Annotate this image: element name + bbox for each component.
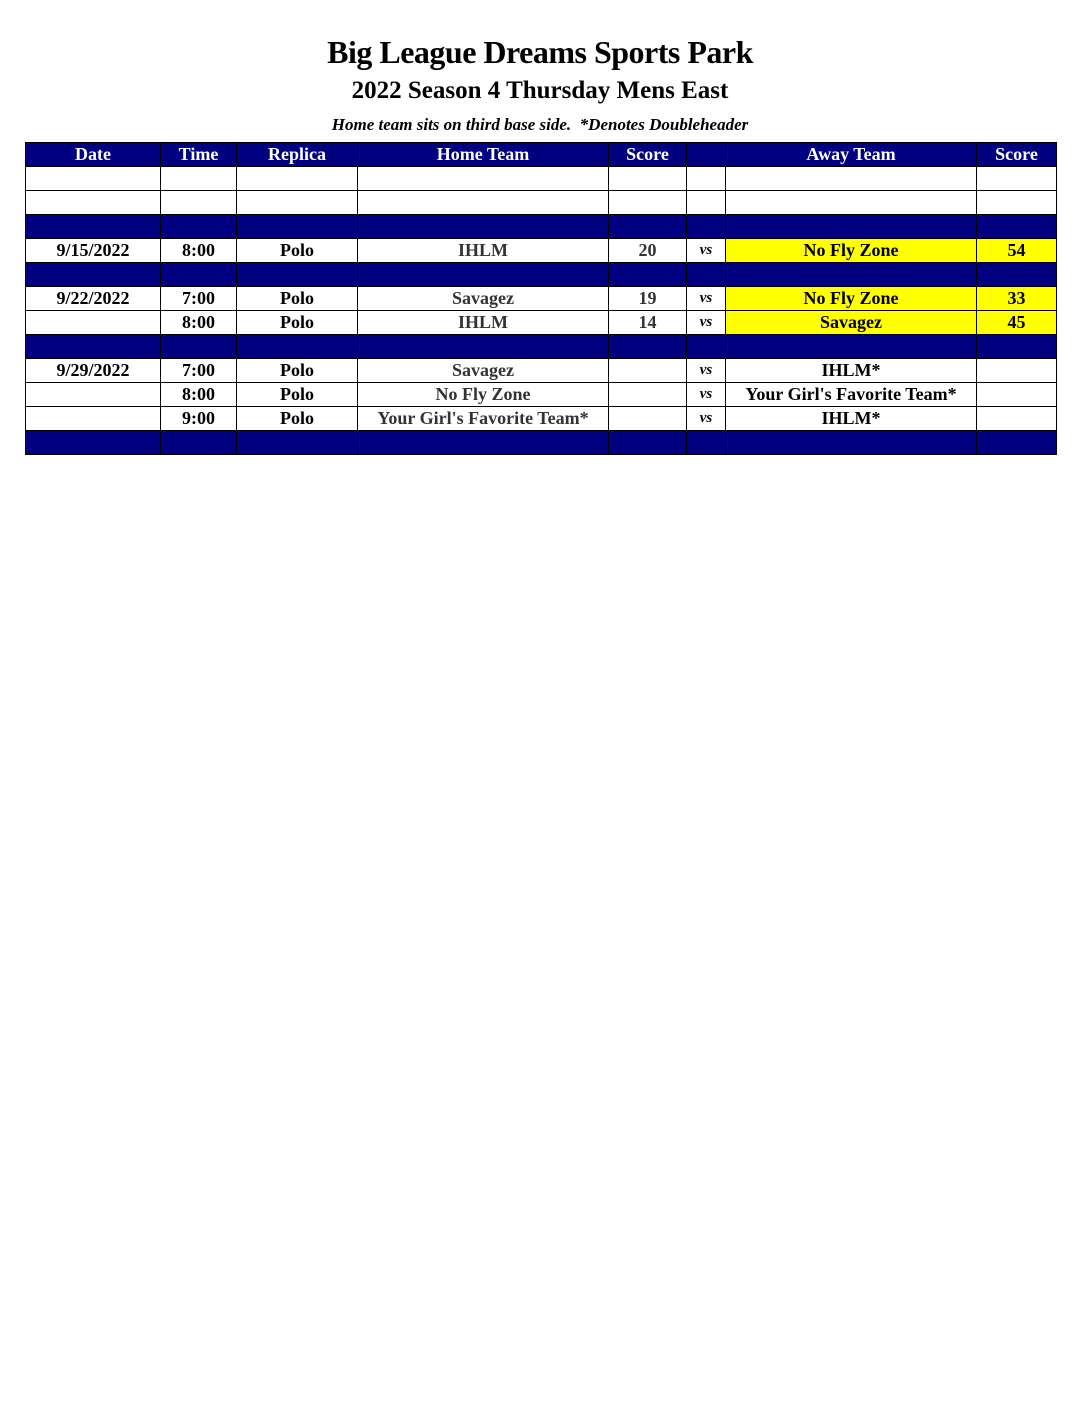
replica-cell xyxy=(237,167,358,191)
home-score-cell xyxy=(609,383,687,407)
replica-cell: Polo xyxy=(237,239,358,263)
away-team-cell xyxy=(726,263,977,287)
home-score-cell xyxy=(609,167,687,191)
away-team-cell: IHLM* xyxy=(726,407,977,431)
away-score-cell xyxy=(977,335,1057,359)
date-cell xyxy=(26,383,161,407)
date-cell xyxy=(26,167,161,191)
home-score-cell xyxy=(609,359,687,383)
date-cell xyxy=(26,191,161,215)
home-team-cell: No Fly Zone xyxy=(358,383,609,407)
date-cell xyxy=(26,407,161,431)
time-cell xyxy=(161,431,237,455)
doubleheader-note: Home team sits on third base side. *Denotes Doubleheader xyxy=(331,115,749,134)
away-score-cell xyxy=(977,215,1057,239)
date-cell: 9/22/2022 xyxy=(26,287,161,311)
time-cell xyxy=(161,167,237,191)
blank-row xyxy=(26,167,1057,191)
away-score-cell xyxy=(977,167,1057,191)
table-row xyxy=(26,287,1057,311)
separator-row xyxy=(26,263,1057,287)
vs-cell xyxy=(687,431,726,455)
vs-cell xyxy=(687,167,726,191)
replica-cell: Polo xyxy=(237,311,358,335)
replica-cell xyxy=(237,191,358,215)
home-score-cell: 20 xyxy=(609,239,687,263)
home-team-cell xyxy=(358,167,609,191)
replica-cell: Polo xyxy=(237,383,358,407)
home-score-cell xyxy=(609,263,687,287)
home-team-cell: Your Girl's Favorite Team* xyxy=(358,407,609,431)
time-cell: 9:00 xyxy=(161,407,237,431)
column-header-vs xyxy=(687,143,726,167)
date-cell xyxy=(26,311,161,335)
replica-cell: Polo xyxy=(237,359,358,383)
away-team-cell xyxy=(726,191,977,215)
date-cell xyxy=(26,335,161,359)
vs-cell xyxy=(687,191,726,215)
replica-cell xyxy=(237,431,358,455)
page-subtitle: 2022 Season 4 Thursday Mens East xyxy=(351,77,729,104)
date-cell: 9/15/2022 xyxy=(26,239,161,263)
home-team-cell: Savagez xyxy=(358,359,609,383)
time-cell xyxy=(161,215,237,239)
away-score-cell xyxy=(977,359,1057,383)
separator-row xyxy=(26,335,1057,359)
away-team-cell: No Fly Zone xyxy=(726,287,977,311)
time-cell: 8:00 xyxy=(161,311,237,335)
separator-row xyxy=(26,431,1057,455)
away-team-cell: IHLM* xyxy=(726,359,977,383)
table-header-row xyxy=(26,143,1057,167)
replica-cell xyxy=(237,263,358,287)
vs-cell xyxy=(687,263,726,287)
away-team-cell xyxy=(726,167,977,191)
vs-cell: vs xyxy=(687,239,726,263)
blank-row xyxy=(26,191,1057,215)
date-cell xyxy=(26,215,161,239)
home-team-cell: IHLM xyxy=(358,311,609,335)
home-team-cell xyxy=(358,431,609,455)
away-team-cell: No Fly Zone xyxy=(726,239,977,263)
time-cell: 7:00 xyxy=(161,359,237,383)
away-score-cell xyxy=(977,407,1057,431)
away-team-cell: Savagez xyxy=(726,311,977,335)
away-score-cell: 45 xyxy=(977,311,1057,335)
vs-cell xyxy=(687,215,726,239)
vs-cell: vs xyxy=(687,407,726,431)
time-cell xyxy=(161,191,237,215)
vs-cell: vs xyxy=(687,383,726,407)
date-cell xyxy=(26,263,161,287)
home-score-cell xyxy=(609,335,687,359)
table-row xyxy=(26,359,1057,383)
vs-cell: vs xyxy=(687,311,726,335)
home-team-cell xyxy=(358,335,609,359)
away-team-cell xyxy=(726,431,977,455)
time-cell: 8:00 xyxy=(161,239,237,263)
home-team-cell: Savagez xyxy=(358,287,609,311)
column-header-away-score: Score xyxy=(977,143,1057,167)
column-header-replica: Replica xyxy=(237,143,358,167)
home-team-cell xyxy=(358,263,609,287)
home-team-cell xyxy=(358,191,609,215)
home-score-cell xyxy=(609,215,687,239)
away-team-cell: Your Girl's Favorite Team* xyxy=(726,383,977,407)
schedule-body xyxy=(26,167,1057,455)
vs-cell xyxy=(687,335,726,359)
away-team-cell xyxy=(726,215,977,239)
home-score-cell: 14 xyxy=(609,311,687,335)
home-score-cell xyxy=(609,431,687,455)
table-row xyxy=(26,407,1057,431)
replica-cell xyxy=(237,215,358,239)
home-score-cell: 19 xyxy=(609,287,687,311)
vs-cell: vs xyxy=(687,287,726,311)
column-header-home-score: Score xyxy=(609,143,687,167)
away-score-cell xyxy=(977,383,1057,407)
away-score-cell: 33 xyxy=(977,287,1057,311)
time-cell xyxy=(161,335,237,359)
separator-row xyxy=(26,215,1057,239)
replica-cell: Polo xyxy=(237,407,358,431)
home-score-cell xyxy=(609,191,687,215)
home-team-cell xyxy=(358,215,609,239)
table-row xyxy=(26,311,1057,335)
home-score-cell xyxy=(609,407,687,431)
time-cell xyxy=(161,263,237,287)
away-score-cell xyxy=(977,191,1057,215)
home-team-cell: IHLM xyxy=(358,239,609,263)
column-header-time: Time xyxy=(161,143,237,167)
schedule-table xyxy=(25,142,1057,455)
date-cell: 9/29/2022 xyxy=(26,359,161,383)
time-cell: 8:00 xyxy=(161,383,237,407)
away-team-cell xyxy=(726,335,977,359)
replica-cell: Polo xyxy=(237,287,358,311)
vs-cell: vs xyxy=(687,359,726,383)
column-header-home-team: Home Team xyxy=(358,143,609,167)
time-cell: 7:00 xyxy=(161,287,237,311)
column-header-away-team: Away Team xyxy=(726,143,977,167)
away-score-cell xyxy=(977,431,1057,455)
away-score-cell xyxy=(977,263,1057,287)
away-score-cell: 54 xyxy=(977,239,1057,263)
table-row xyxy=(26,383,1057,407)
column-header-date: Date xyxy=(26,143,161,167)
date-cell xyxy=(26,431,161,455)
table-row xyxy=(26,239,1057,263)
page-title: Big League Dreams Sports Park xyxy=(327,34,753,70)
replica-cell xyxy=(237,335,358,359)
